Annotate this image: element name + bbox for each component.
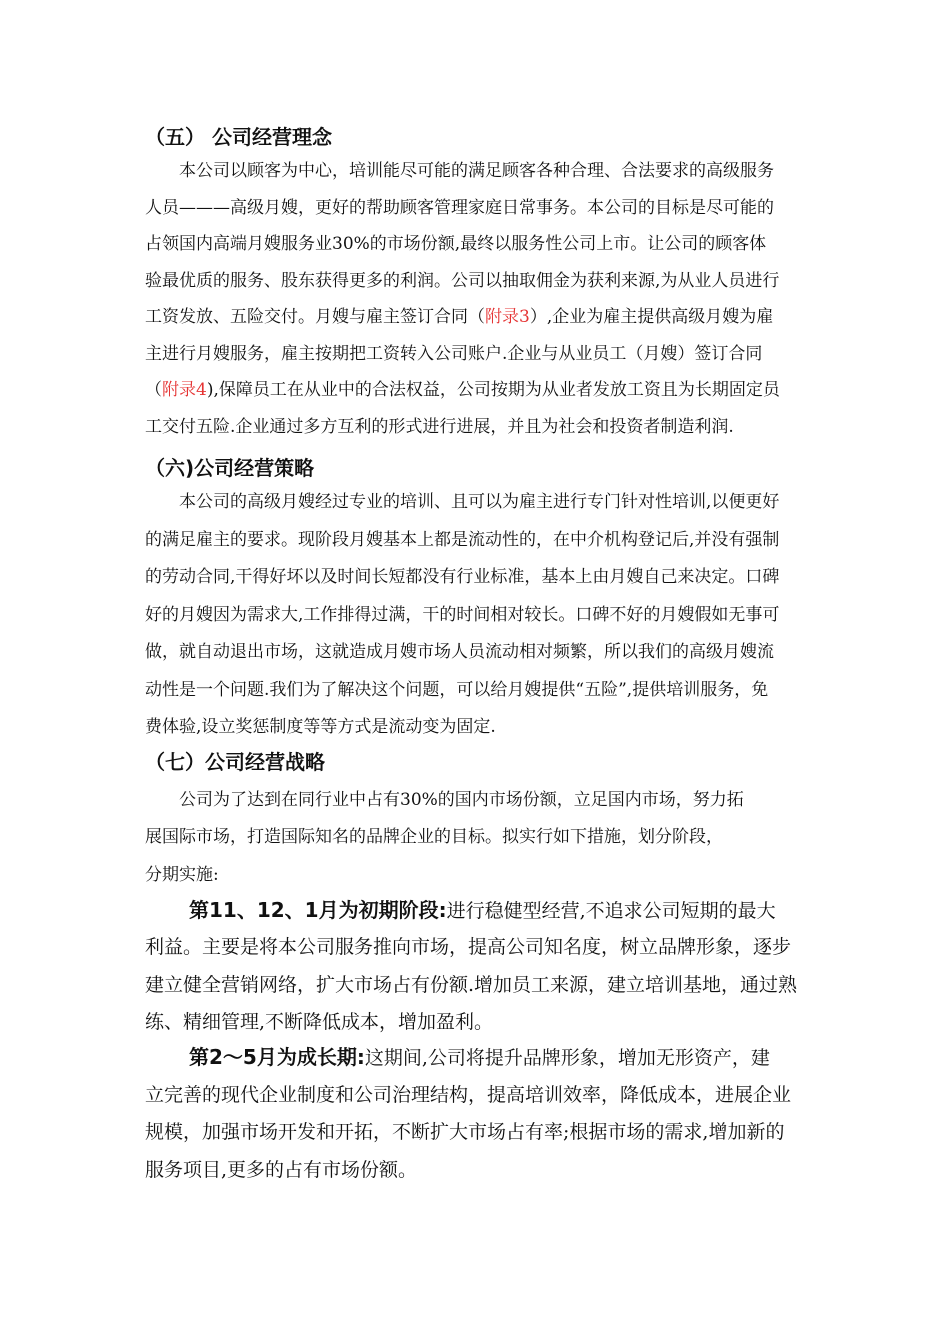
text-line: 立完善的现代企业制度和公司治理结构，提高培训效率，降低成本，进展企业 — [145, 1083, 792, 1106]
phase-2-label: 第2～5月为成长期: — [189, 1045, 365, 1069]
text-segment: 这期间,公司将提升品牌形象，增加无形资产，建 — [364, 1047, 770, 1069]
appendix-4-link[interactable]: 附录4 — [162, 380, 207, 400]
text-line: 展国际市场，打造国际知名的品牌企业的目标。拟实行如下措施，划分阶段， — [145, 827, 723, 848]
paragraph-strategy-intro — [145, 782, 744, 894]
section-heading-5: （五） 公司经营理念 — [145, 125, 332, 149]
text-line: 练、精细管理,不断降低成本，增加盈利。 — [145, 1010, 494, 1033]
text-line: 费体验,设立奖惩制度等等方式是流动变为固定. — [145, 717, 496, 737]
text-line — [145, 372, 780, 409]
section-heading-6: （六)公司经营策略 — [145, 456, 315, 480]
text-line — [145, 892, 797, 929]
phase-1-label: 第11、12、1月为初期阶段: — [189, 898, 447, 922]
text-line: 本公司以顾客为中心，培训能尽可能的满足顾客各种合理、合法要求的高级服务 — [179, 161, 774, 181]
text-line: 规模，加强市场开发和开拓，不断扩大市场占有率;根据市场的需求,增加新的 — [145, 1121, 785, 1143]
text-line: 的满足雇主的要求。现阶段月嫂基本上都是流动性的，在中介机构登记后,并没有强制 — [145, 529, 780, 550]
paragraph-phase-1 — [145, 892, 797, 1041]
text-line — [145, 299, 780, 336]
text-line — [145, 1039, 791, 1077]
text-line: 建立健全营销网络，扩大市场占有份额.增加员工来源，建立培训基地，通过熟 — [145, 973, 798, 996]
text-line: 利益。主要是将本公司服务推向市场，提高公司知名度，树立品牌形象，逐步 — [145, 936, 792, 959]
text-segment: （ — [145, 380, 162, 400]
section-heading-7: （七）公司经营战略 — [145, 750, 325, 774]
text-line: 好的月嫂因为需求大,工作排得过满，干的时间相对较长。口碑不好的月嫂假如无事可 — [145, 604, 780, 625]
text-line: 主进行月嫂服务，雇主按期把工资转入公司账户.企业与从业员工（月嫂）签订合同 — [145, 343, 763, 364]
text-line: 分期实施: — [145, 864, 219, 885]
paragraph-philosophy — [145, 153, 780, 445]
text-line: 做，就自动退出市场，这就造成月嫂市场人员流动相对频繁，所以我们的高级月嫂流 — [145, 642, 774, 662]
text-line: 服务项目,更多的占有市场份额。 — [145, 1158, 418, 1181]
text-line: 动性是一个问题.我们为了解决这个问题，可以给月嫂提供“五险”,提供培训服务，免 — [145, 679, 769, 700]
text-segment: ),保障员工在从业中的合法权益，公司按期为从业者发放工资且为长期固定员 — [206, 380, 780, 400]
paragraph-phase-2 — [145, 1039, 791, 1189]
text-line: 人员———高级月嫂，更好的帮助顾客管理家庭日常事务。本公司的目标是尽可能的 — [145, 197, 774, 218]
text-line: 工交付五险.企业通过多方互利的形式进行进展，并且为社会和投资者制造利润. — [145, 416, 734, 437]
text-segment: 工资发放、五险交付。月嫂与雇主签订合同（ — [145, 307, 485, 327]
paragraph-strategy — [145, 484, 779, 747]
text-line: 公司为了达到在同行业中占有30%的国内市场份额，立足国内市场，努力拓 — [179, 790, 744, 810]
text-line: 本公司的高级月嫂经过专业的培训、且可以为雇主进行专门针对性培训,以便更好 — [179, 492, 780, 512]
text-segment: 进行稳健型经营,不追求公司短期的最大 — [446, 900, 776, 922]
appendix-3-link[interactable]: 附录3 — [485, 307, 530, 327]
text-line: 验最优质的服务、股东获得更多的利润。公司以抽取佣金为获利来源,为从业人员进行 — [145, 270, 780, 291]
text-line: 占领国内高端月嫂服务业30%的市场份额,最终以服务性公司上市。让公司的顾客体 — [145, 234, 767, 254]
text-line: 的劳动合同,干得好坏以及时间长短都没有行业标准，基本上由月嫂自己来决定。口碑 — [145, 567, 780, 587]
text-segment: ）,企业为雇主提供高级月嫂为雇 — [529, 307, 774, 327]
